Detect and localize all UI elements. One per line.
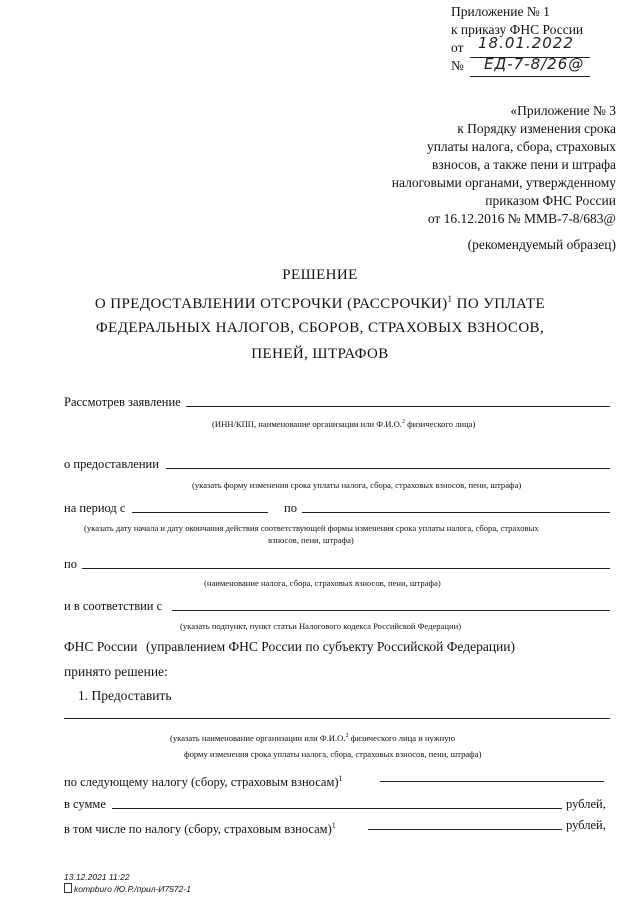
tax-name-field[interactable] bbox=[82, 568, 610, 569]
order-number-label: № bbox=[451, 58, 464, 73]
fns-subject-label: (управлением ФНС России по субъекту Российской Федерации) bbox=[146, 639, 515, 654]
including-field[interactable] bbox=[368, 829, 562, 830]
footer-author: kompburo /Ю.Р./прил-И7572-1 bbox=[64, 883, 191, 895]
order-number-line bbox=[470, 76, 590, 77]
footer-timestamp: 13.12.2021 11:22 bbox=[64, 872, 130, 882]
grant-hint-line1: (указать наименование организации или Ф.И.О.$^2$ физического лица и нужную bbox=[170, 732, 455, 743]
provision-field[interactable] bbox=[166, 468, 610, 469]
period-from-field[interactable] bbox=[132, 512, 268, 513]
order-date-label: от bbox=[451, 40, 464, 55]
appendix3-line3: уплаты налога, сбора, страховых bbox=[426, 139, 616, 154]
next-tax-field[interactable] bbox=[380, 781, 604, 782]
decision-subtitle-line2: ФЕДЕРАЛЬНЫХ НАЛОГОВ, СБОРОВ, СТРАХОВЫХ ВЗНОСОВ, bbox=[95, 320, 545, 336]
grant-hint-line2: форму изменения срока уплаты налога, сбора, страховых взносов, пени, штрафа) bbox=[184, 749, 482, 759]
decision-subtitle-line3: ПЕНЕЙ, ШТРАФОВ bbox=[251, 346, 389, 362]
sum-currency: рублей, bbox=[566, 797, 606, 811]
order-date-handwritten: 18.01.2022 bbox=[478, 34, 574, 52]
including-label: в том числе по налогу (сбору, страховым взносам)$^1$ bbox=[64, 821, 336, 837]
appendix3-line6: приказом ФНС России bbox=[485, 193, 616, 208]
tax-name-hint: (наименование налога, сбора, страховых взносов, пени, штрафа) bbox=[204, 578, 441, 588]
document-icon bbox=[64, 883, 72, 893]
period-hint-line1: (указать дату начала и дату окончания действия соответствующей формы изменения срока уплаты налога, сбора, страховых bbox=[84, 523, 539, 533]
appendix3-line5: налоговыми органами, утвержденному bbox=[391, 175, 616, 190]
grant-label: 1. Предоставить bbox=[78, 688, 172, 703]
appendix3-line2: к Порядку изменения срока bbox=[457, 121, 616, 136]
accordance-hint: (указать подпункт, пункт статьи Налогового кодекса Российской Федерации) bbox=[180, 621, 462, 631]
decision-made-label: принято решение: bbox=[64, 664, 168, 679]
period-from-label: на период с bbox=[64, 501, 126, 515]
grant-field[interactable] bbox=[64, 718, 610, 719]
order-ref: к приказу ФНС России bbox=[451, 22, 584, 37]
order-number-handwritten: ЕД-7-8/26@ bbox=[484, 55, 585, 73]
provision-label: о предоставлении bbox=[64, 457, 159, 471]
appendix3-line4: взносов, а также пени и штрафа bbox=[432, 157, 616, 172]
accordance-field[interactable] bbox=[172, 610, 610, 611]
application-field-hint: (ИНН/КПП, наименование организации или Ф.И.О.$^2$ физического лица) bbox=[212, 418, 476, 429]
application-field[interactable] bbox=[186, 406, 610, 407]
appendix3-line7: от 16.12.2016 № ММВ-7-8/683@ bbox=[427, 211, 616, 226]
appendix3-line1: «Приложение № 3 bbox=[510, 103, 616, 118]
fns-label: ФНС России bbox=[64, 639, 138, 654]
next-tax-label: по следующему налогу (сбору, страховым взносам)$^1$ bbox=[64, 774, 343, 790]
decision-title: РЕШЕНИЕ bbox=[282, 267, 358, 283]
considering-label: Рассмотрев заявление bbox=[64, 395, 181, 409]
appendix-number: Приложение № 1 bbox=[451, 4, 550, 19]
accordance-label: и в соответствии с bbox=[64, 599, 163, 613]
sum-field[interactable] bbox=[112, 808, 562, 809]
period-to-label: по bbox=[284, 501, 297, 515]
decision-subtitle-line1: О ПРЕДОСТАВЛЕНИИ ОТСРОЧКИ (РАССРОЧКИ)$^1$ ПО УПЛАТЕ bbox=[94, 294, 546, 312]
period-hint-line2: взносов, пени, штрафа) bbox=[268, 535, 354, 545]
tax-name-label: по bbox=[64, 557, 77, 571]
period-to-field[interactable] bbox=[302, 512, 610, 513]
including-currency: рублей, bbox=[566, 818, 606, 832]
recommended-sample: (рекомендуемый образец) bbox=[467, 237, 616, 252]
provision-field-hint: (указать форму изменения срока уплаты налога, сбора, страховых взносов, пени, штрафа) bbox=[192, 480, 522, 490]
sum-label: в сумме bbox=[64, 797, 106, 811]
